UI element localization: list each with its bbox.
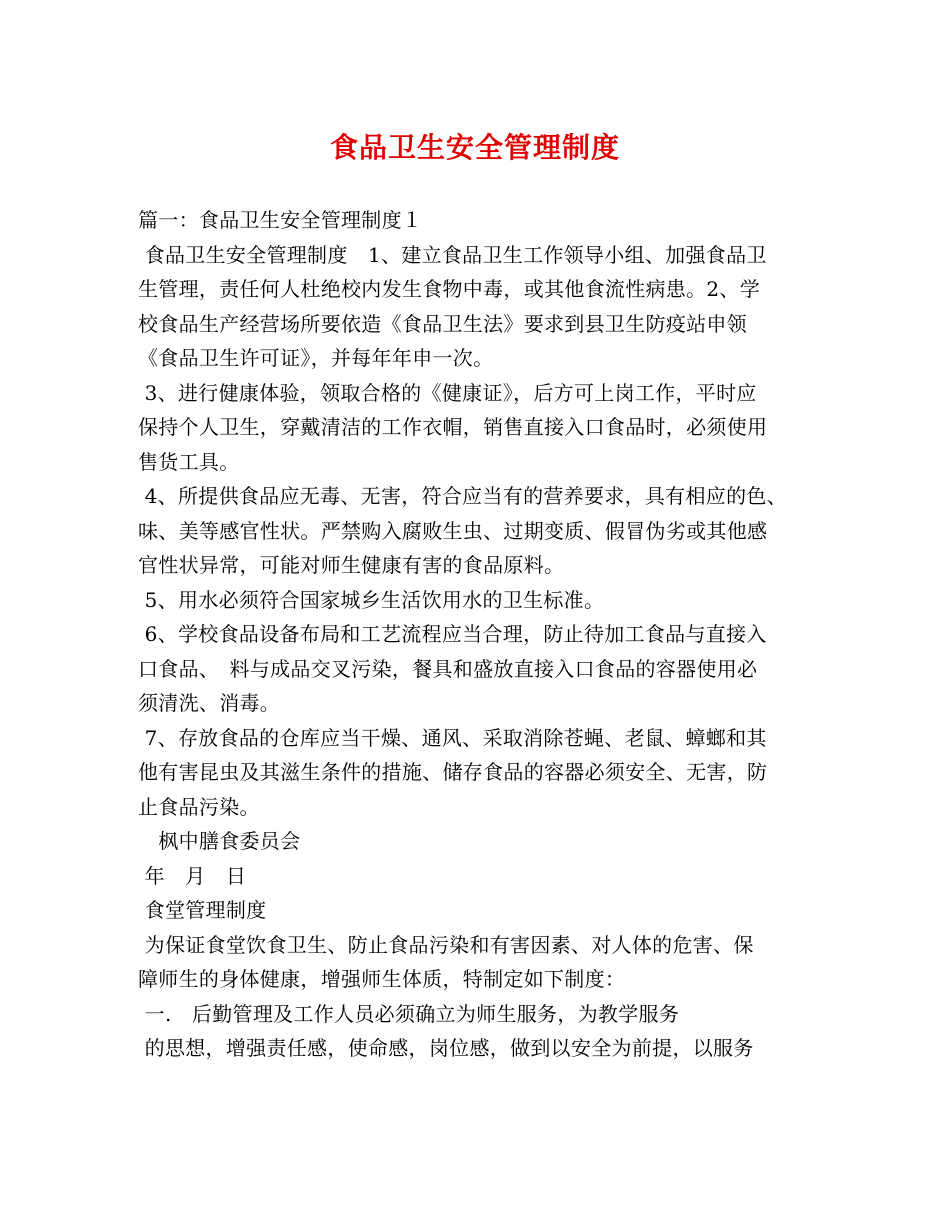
document-title: 食品卫生安全管理制度 bbox=[329, 131, 620, 164]
text-line: 味、美等感官性状。严禁购入腐败生虫、过期变质、假冒伪劣或其他感 bbox=[138, 518, 768, 543]
text-line: 保持个人卫生，穿戴清洁的工作衣帽，销售直接入口食品时，必须使用 bbox=[138, 415, 768, 439]
text-line: 他有害昆虫及其滋生条件的措施、储存食品的容器必须安全、无害，防 bbox=[138, 760, 768, 784]
text-line: 3、进行健康体验，领取合格的《健康证》，后方可上岗工作，平时应 bbox=[138, 380, 757, 405]
section-heading: 食堂管理制度 bbox=[138, 898, 267, 922]
date-line: 年 月 日 bbox=[138, 863, 247, 888]
text-line: 生管理，责任何人杜绝校内发生食物中毒，或其他食流性病患。2、学 bbox=[138, 277, 761, 301]
text-line: 售货工具。 bbox=[138, 449, 240, 474]
text-line: 7、存放食品的仓库应当干燥、通风、采取消除苍蝇、老鼠、蟑螂和其 bbox=[138, 725, 767, 750]
signature-line: 枫中膳食委员会 bbox=[138, 829, 301, 853]
text-line: 官性状异常，可能对师生健康有害的食品原料。 bbox=[138, 553, 565, 577]
text-line: 口食品、 料与成品交叉污染，餐具和盛放直接入口食品的容器使用必 bbox=[138, 656, 758, 681]
text-line: 的思想，增强责任感，使命感，岗位感，做到以安全为前提，以服务 bbox=[138, 1036, 754, 1060]
text-line: 障师生的身体健康，增强师生体质，特制定如下制度： bbox=[138, 967, 626, 991]
document-body bbox=[138, 203, 828, 1066]
text-line: 校食品生产经营场所要依造《食品卫生法》要求到县卫生防疫站申领 bbox=[138, 311, 747, 336]
text-line: 须清洗、消毒。 bbox=[138, 691, 281, 715]
text-line: 食品卫生安全管理制度 1、建立食品卫生工作领导小组、加强食品卫 bbox=[138, 242, 767, 267]
text-line: 为保证食堂饮食卫生、防止食品污染和有害因素、对人体的危害、保 bbox=[138, 932, 754, 957]
text-line: 一. 后勤管理及工作人员必须确立为师生服务，为教学服务 bbox=[138, 1001, 680, 1026]
text-line: 《食品卫生许可证》，并每年年申一次。 bbox=[138, 346, 494, 370]
text-line: 篇一：食品卫生安全管理制度１ bbox=[138, 208, 423, 232]
text-line: 4、所提供食品应无毒、无害，符合应当有的营养要求，具有相应的色、 bbox=[138, 484, 787, 508]
text-line: 止食品污染。 bbox=[138, 794, 260, 819]
text-line: 6、学校食品设备布局和工艺流程应当合理，防止待加工食品与直接入 bbox=[138, 622, 767, 646]
text-line: 5、用水必须符合国家城乡生活饮用水的卫生标准。 bbox=[138, 587, 605, 612]
